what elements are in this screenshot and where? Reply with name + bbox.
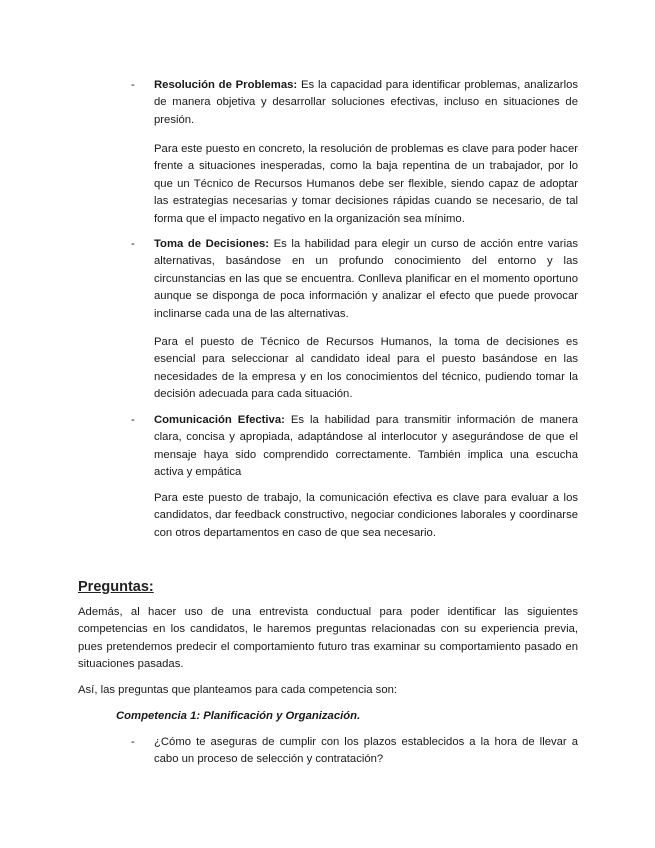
item-detail-paragraph: Para el puesto de Técnico de Recursos Humanos, la toma de decisiones es esencial para seleccionar al candidato ideal para el puesto basándose en las necesidades de la empresa y en los conocimientos del técnico, pudiendo tomar la decisión adecuada para cada situación. — [154, 336, 578, 401]
bullet-dash: - — [131, 79, 135, 91]
competency-title: Competencia 1: Planificación y Organización. — [116, 710, 361, 722]
term-definition: Es la habilidad para elegir un curso de acción entre varias alternativas, basándose en un profundo conocimiento del entorno y las circunstancias en las que se encuentra. Conlleva planificar en el momento oportuno aunque se disponga de poca información y analizar el efecto que puede provocar inclinarse cada una de las alternativas. — [154, 238, 579, 320]
bullet-dash: - — [131, 736, 135, 748]
section-heading: Preguntas: — [78, 579, 154, 595]
term-label: Toma de Decisiones: — [154, 238, 270, 250]
list-item-resolucion — [154, 77, 578, 129]
bullet-dash: - — [131, 414, 135, 426]
term-label: Comunicación Efectiva: — [154, 414, 285, 426]
intro-paragraph: Además, al hacer uso de una entrevista conductual para poder identificar las siguientes competencias en los candidatos, le haremos preguntas relacionadas con su experiencia previa, pues pretendemos predecir el comportamiento futuro tras examinar su comportamiento pasado en situaciones pasadas. — [78, 606, 578, 671]
item-detail-paragraph: Para este puesto de trabajo, la comunicación efectiva es clave para evaluar a los candidatos, dar feedback constructivo, negociar condiciones laborales y coordinarse con otros departamentos en caso de que sea necesario. — [154, 492, 578, 539]
term-label: Resolución de Problemas: — [154, 79, 298, 91]
bullet-dash: - — [131, 238, 135, 250]
list-item-comunicacion — [154, 412, 578, 482]
list-item-toma-decisiones — [154, 236, 578, 323]
question-item: ¿Cómo te aseguras de cumplir con los plazos establecidos a la hora de llevar a cabo un proceso de selección y contratación? — [154, 736, 578, 766]
term-definition: Es la habilidad para transmitir información de manera clara, concisa y apropiada, adaptándose al interlocutor y asegurándose de que el mensaje haya sido comprendido correctamente. También implica una escucha activa y empática — [154, 414, 578, 479]
term-definition: Es la capacidad para identificar problemas, analizarlos de manera objetiva y desarrollar soluciones efectivas, incluso en situaciones de presión. — [154, 79, 579, 126]
lead-paragraph: Así, las preguntas que planteamos para cada competencia son: — [78, 684, 398, 696]
item-detail-paragraph: Para este puesto en concreto, la resolución de problemas es clave para poder hacer frente a situaciones inesperadas, como la baja repentina de un trabajador, por lo que un Técnico de Recursos Humanos debe ser flexible, siendo capaz de adoptar las estrategias necesarias y tomar decisiones rápidas cuando se necesario, de tal forma que el impacto negativo en la organización sea mínimo. — [154, 143, 578, 225]
